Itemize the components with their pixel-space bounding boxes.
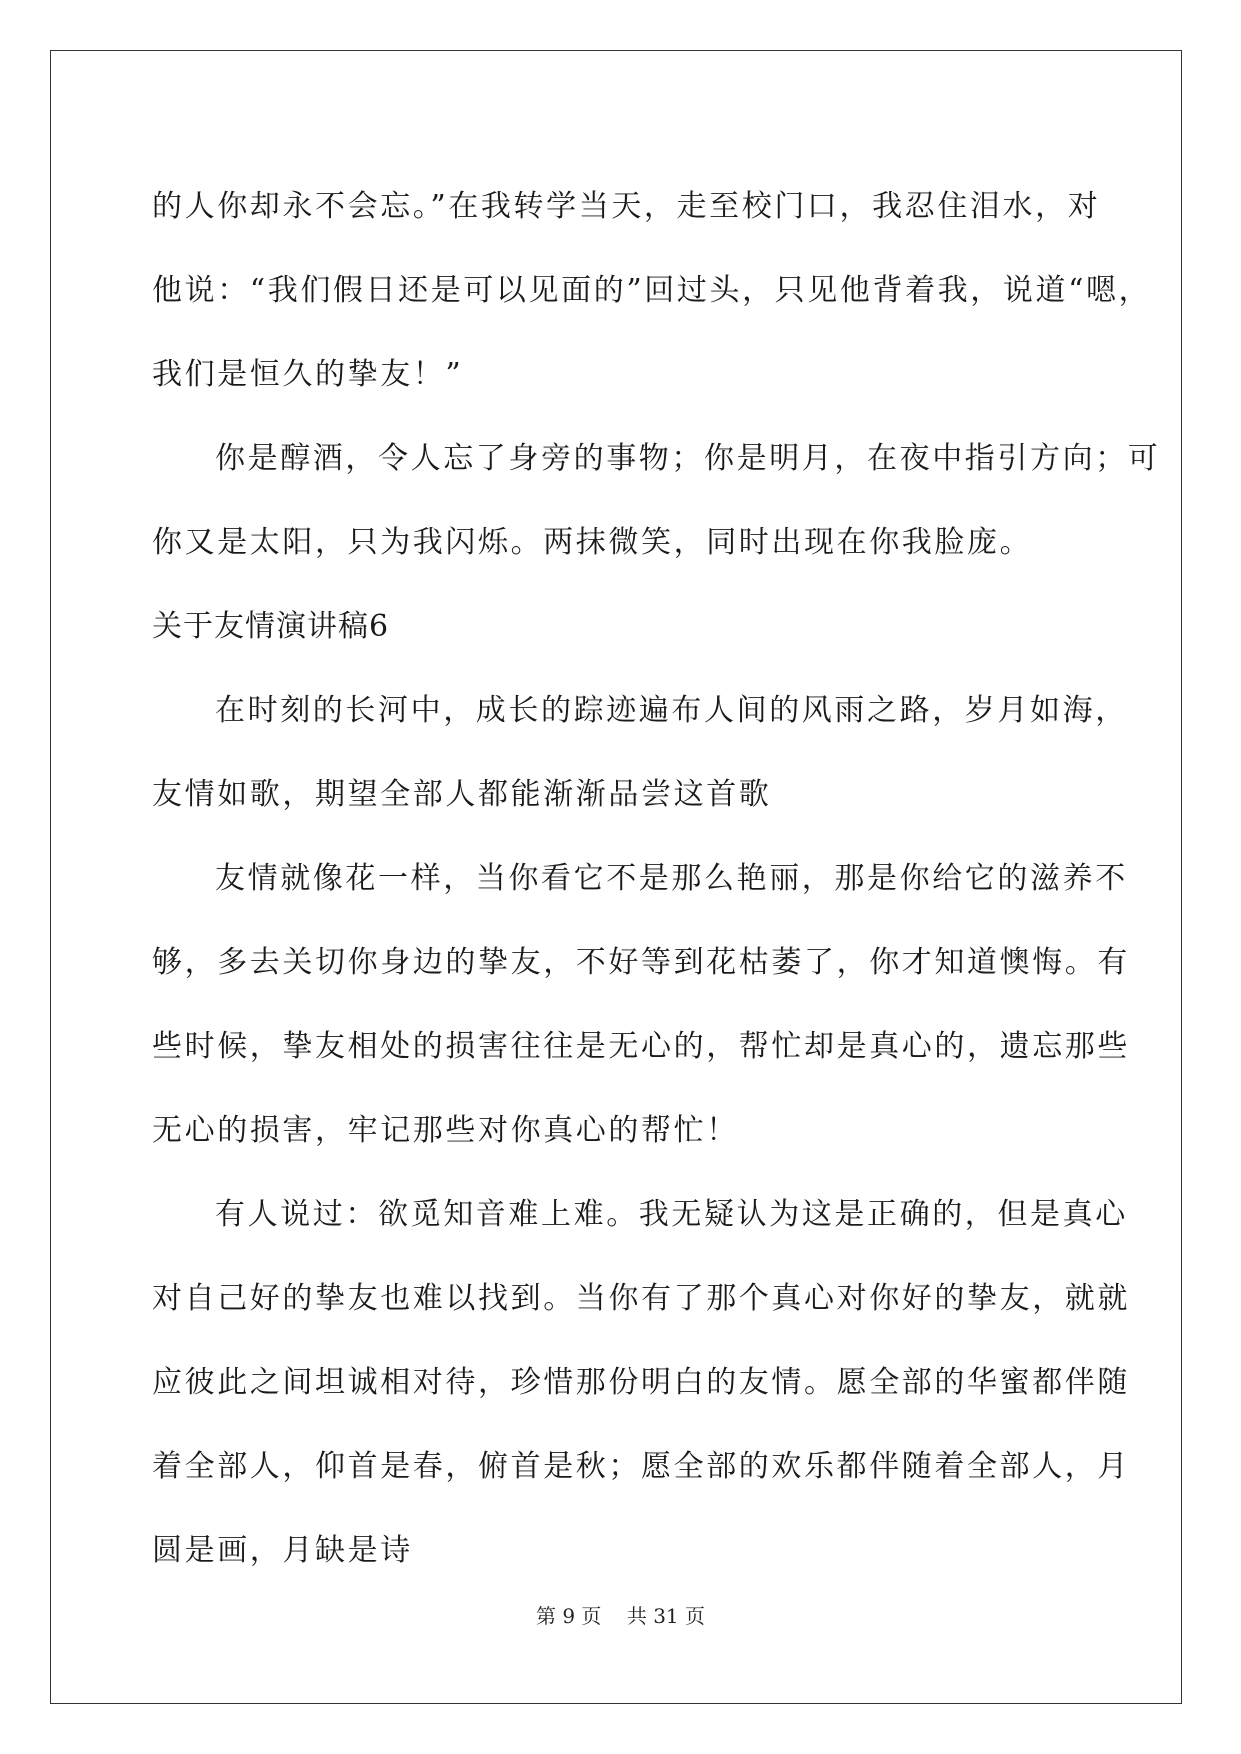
text-line: 应彼此之间坦诚相对待，珍惜那份明白的友情。愿全部的华蜜都伴随 <box>152 1365 1130 1400</box>
page-number-footer: 第 9 页 共 31 页 <box>535 1604 706 1628</box>
section-heading: 关于友情演讲稿6 <box>152 609 390 644</box>
text-line: 着全部人，仰首是春，俯首是秋；愿全部的欢乐都伴随着全部人，月 <box>152 1449 1130 1484</box>
text-line: 够，多去关切你身边的挚友，不好等到花枯萎了，你才知道懊悔。有 <box>152 945 1130 980</box>
text-line: 圆是画，月缺是诗 <box>152 1533 413 1568</box>
paragraph-first-line: 你是醇酒，令人忘了身旁的事物；你是明月，在夜中指引方向；可 <box>215 441 1161 476</box>
document-body <box>152 165 1161 1593</box>
text-line: 的人你却永不会忘。”在我转学当天，走至校门口，我忍住泪水，对 <box>152 189 1101 224</box>
paragraph-first-line: 友情就像花一样，当你看它不是那么艳丽，那是你给它的滋养不 <box>215 861 1128 896</box>
text-line: 无心的损害，牢记那些对你真心的帮忙！ <box>152 1113 739 1148</box>
paragraph-first-line: 在时刻的长河中，成长的踪迹遍布人间的风雨之路，岁月如海， <box>215 693 1128 728</box>
text-line: 对自己好的挚友也难以找到。当你有了那个真心对你好的挚友，就就 <box>152 1281 1130 1316</box>
text-line: 他说：“我们假日还是可以见面的”回过头，只见他背着我，说道“嗯， <box>152 273 1152 308</box>
text-line: 我们是恒久的挚友！” <box>152 357 464 392</box>
paragraph-first-line: 有人说过：欲觅知音难上难。我无疑认为这是正确的，但是真心 <box>215 1197 1128 1232</box>
text-line: 友情如歌，期望全部人都能渐渐品尝这首歌 <box>152 777 772 812</box>
text-line: 些时候，挚友相处的损害往往是无心的，帮忙却是真心的，遗忘那些 <box>152 1029 1130 1064</box>
text-line: 你又是太阳，只为我闪烁。两抹微笑，同时出现在你我脸庞。 <box>152 525 1033 560</box>
